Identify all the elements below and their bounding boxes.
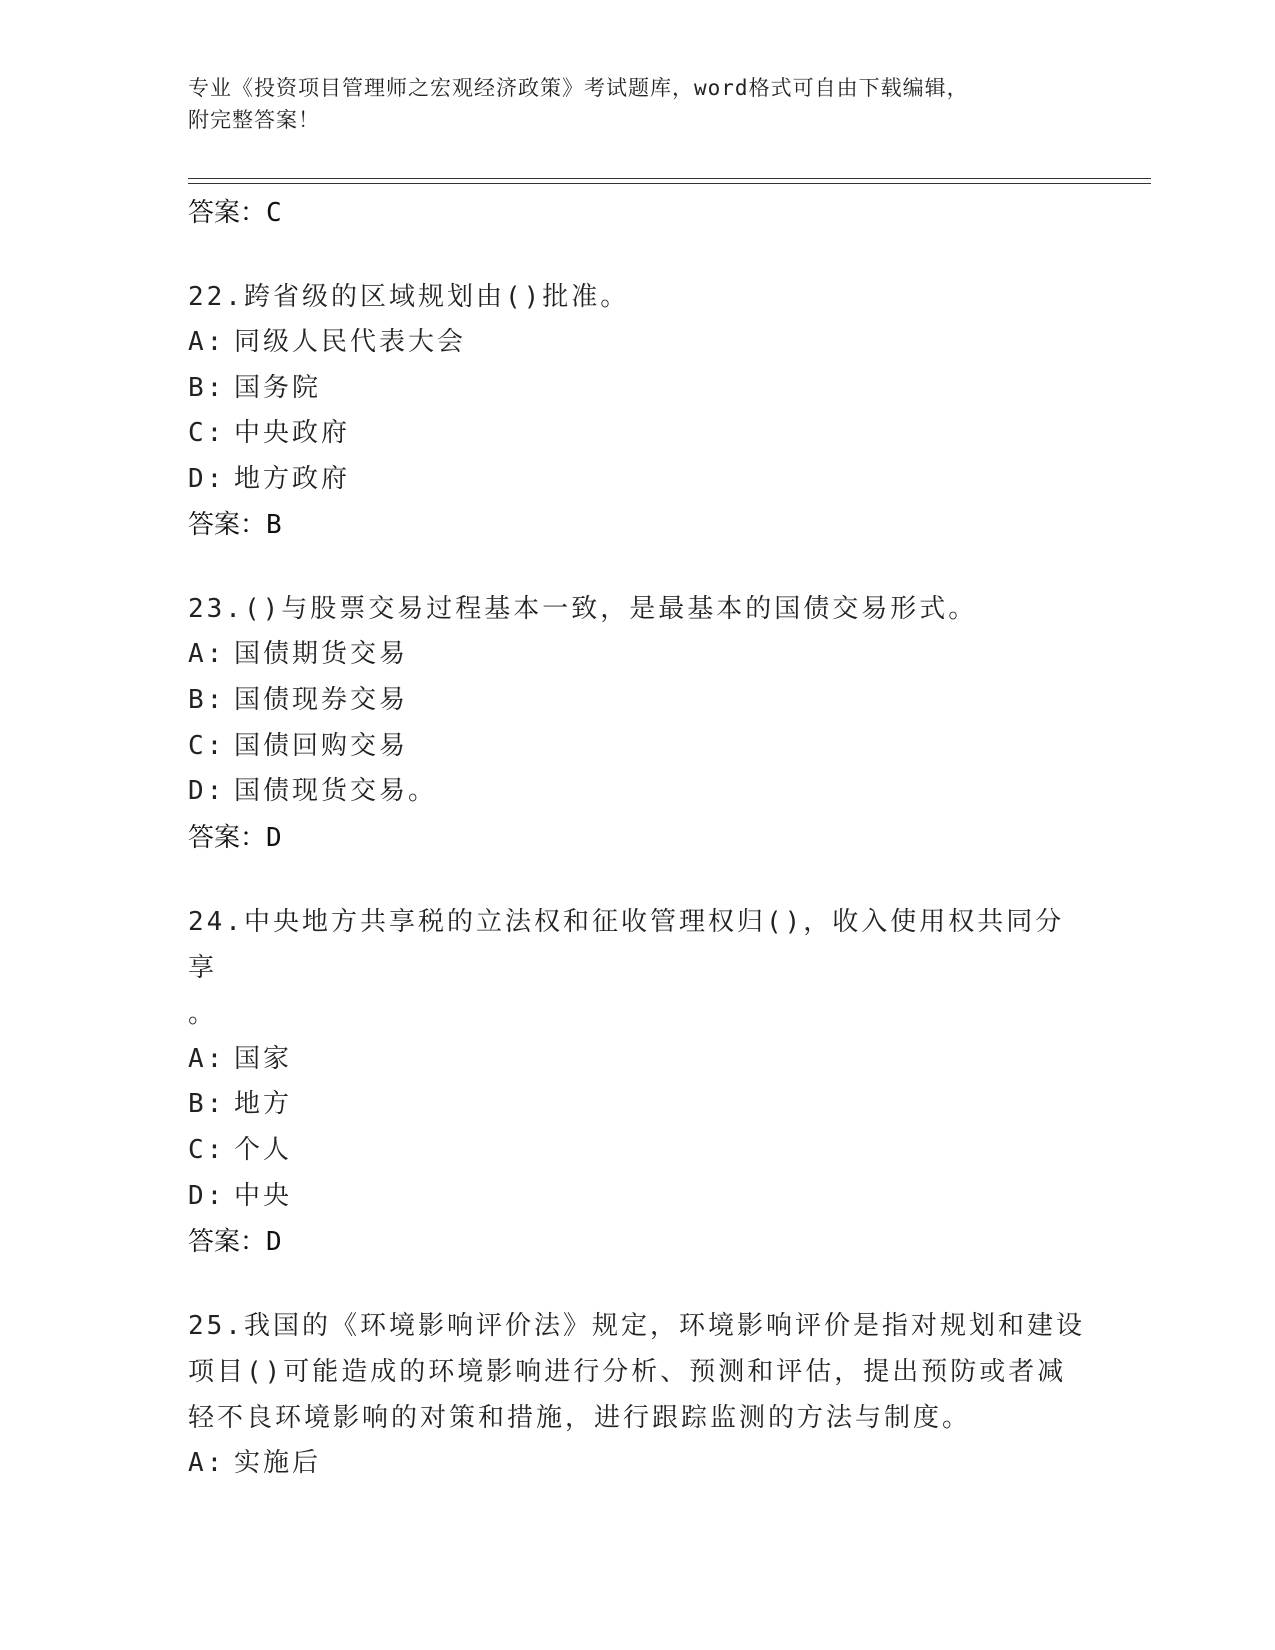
document-header bbox=[188, 72, 1088, 136]
spacer bbox=[188, 548, 1088, 586]
option-a bbox=[188, 1037, 1088, 1083]
spacer bbox=[188, 861, 1088, 899]
option-label: A: bbox=[188, 1448, 226, 1479]
option-label: A: bbox=[188, 327, 226, 357]
option-c bbox=[188, 1128, 1088, 1174]
question-text-continued: 项目()可能造成的环境影响进行分析、预测和评估，提出预防或者减 bbox=[188, 1357, 1067, 1388]
question-block bbox=[188, 274, 1088, 548]
option-label: B: bbox=[188, 1089, 226, 1120]
option-d bbox=[188, 457, 1088, 503]
option-c bbox=[188, 724, 1088, 770]
option-text: 地方 bbox=[234, 1089, 293, 1120]
question-block bbox=[188, 899, 1088, 1265]
option-a bbox=[188, 632, 1088, 678]
option-d bbox=[188, 1174, 1088, 1220]
answer-line: 答案：B bbox=[188, 510, 282, 541]
option-label: B: bbox=[188, 372, 226, 403]
option-label: C: bbox=[188, 418, 226, 449]
option-text: 国债期货交易 bbox=[234, 639, 409, 670]
option-text: 国债回购交易 bbox=[234, 730, 409, 761]
question-text-continued: 。 bbox=[188, 998, 218, 1029]
header-divider-top bbox=[188, 178, 1151, 179]
option-text: 国务院 bbox=[234, 372, 322, 403]
previous-answer: 答案：C bbox=[188, 198, 282, 228]
option-b bbox=[188, 366, 1088, 412]
question-text: 25.我国的《环境影响评价法》规定，环境影响评价是指对规划和建设 bbox=[188, 1311, 1085, 1342]
option-label: B: bbox=[188, 684, 226, 715]
answer-line: 答案：D bbox=[188, 822, 282, 853]
option-a bbox=[188, 320, 1088, 366]
option-label: D: bbox=[188, 776, 226, 807]
header-line-1: 专业《投资项目管理师之宏观经济政策》考试题库，word格式可自由下载编辑， bbox=[188, 76, 969, 100]
option-label: C: bbox=[188, 1134, 226, 1165]
option-text: 个人 bbox=[234, 1134, 293, 1165]
question-block bbox=[188, 586, 1088, 860]
option-text: 同级人民代表大会 bbox=[234, 327, 467, 357]
option-text: 中央政府 bbox=[234, 418, 351, 449]
question-text: 23.()与股票交易过程基本一致，是最基本的国债交易形式。 bbox=[188, 594, 978, 625]
question-text-continued: 轻不良环境影响的对策和措施，进行跟踪监测的方法与制度。 bbox=[188, 1403, 972, 1434]
option-d bbox=[188, 769, 1088, 815]
spacer bbox=[188, 1265, 1088, 1303]
option-label: C: bbox=[188, 730, 226, 761]
option-label: A: bbox=[188, 639, 226, 670]
option-text: 实施后 bbox=[234, 1448, 322, 1479]
header-line-2: 附完整答案！ bbox=[188, 108, 320, 132]
header-divider-bottom bbox=[188, 183, 1151, 184]
option-c bbox=[188, 411, 1088, 457]
option-label: D: bbox=[188, 1180, 226, 1211]
question-list bbox=[188, 190, 1088, 1487]
option-text: 国家 bbox=[234, 1043, 293, 1074]
spacer bbox=[188, 236, 1088, 274]
answer-line: 答案：D bbox=[188, 1227, 282, 1258]
option-label: D: bbox=[188, 463, 226, 494]
option-text: 国债现券交易 bbox=[234, 684, 409, 715]
option-b bbox=[188, 678, 1088, 724]
question-text: 24.中央地方共享税的立法权和征收管理权归()，收入使用权共同分享 bbox=[188, 906, 1065, 983]
option-text: 地方政府 bbox=[234, 463, 351, 494]
option-text: 国债现货交易。 bbox=[234, 776, 438, 807]
option-b bbox=[188, 1082, 1088, 1128]
question-text: 22.跨省级的区域规划由()批准。 bbox=[188, 282, 630, 312]
option-text: 中央 bbox=[234, 1180, 293, 1211]
option-a bbox=[188, 1441, 1088, 1487]
question-block bbox=[188, 1303, 1088, 1487]
option-label: A: bbox=[188, 1043, 226, 1074]
